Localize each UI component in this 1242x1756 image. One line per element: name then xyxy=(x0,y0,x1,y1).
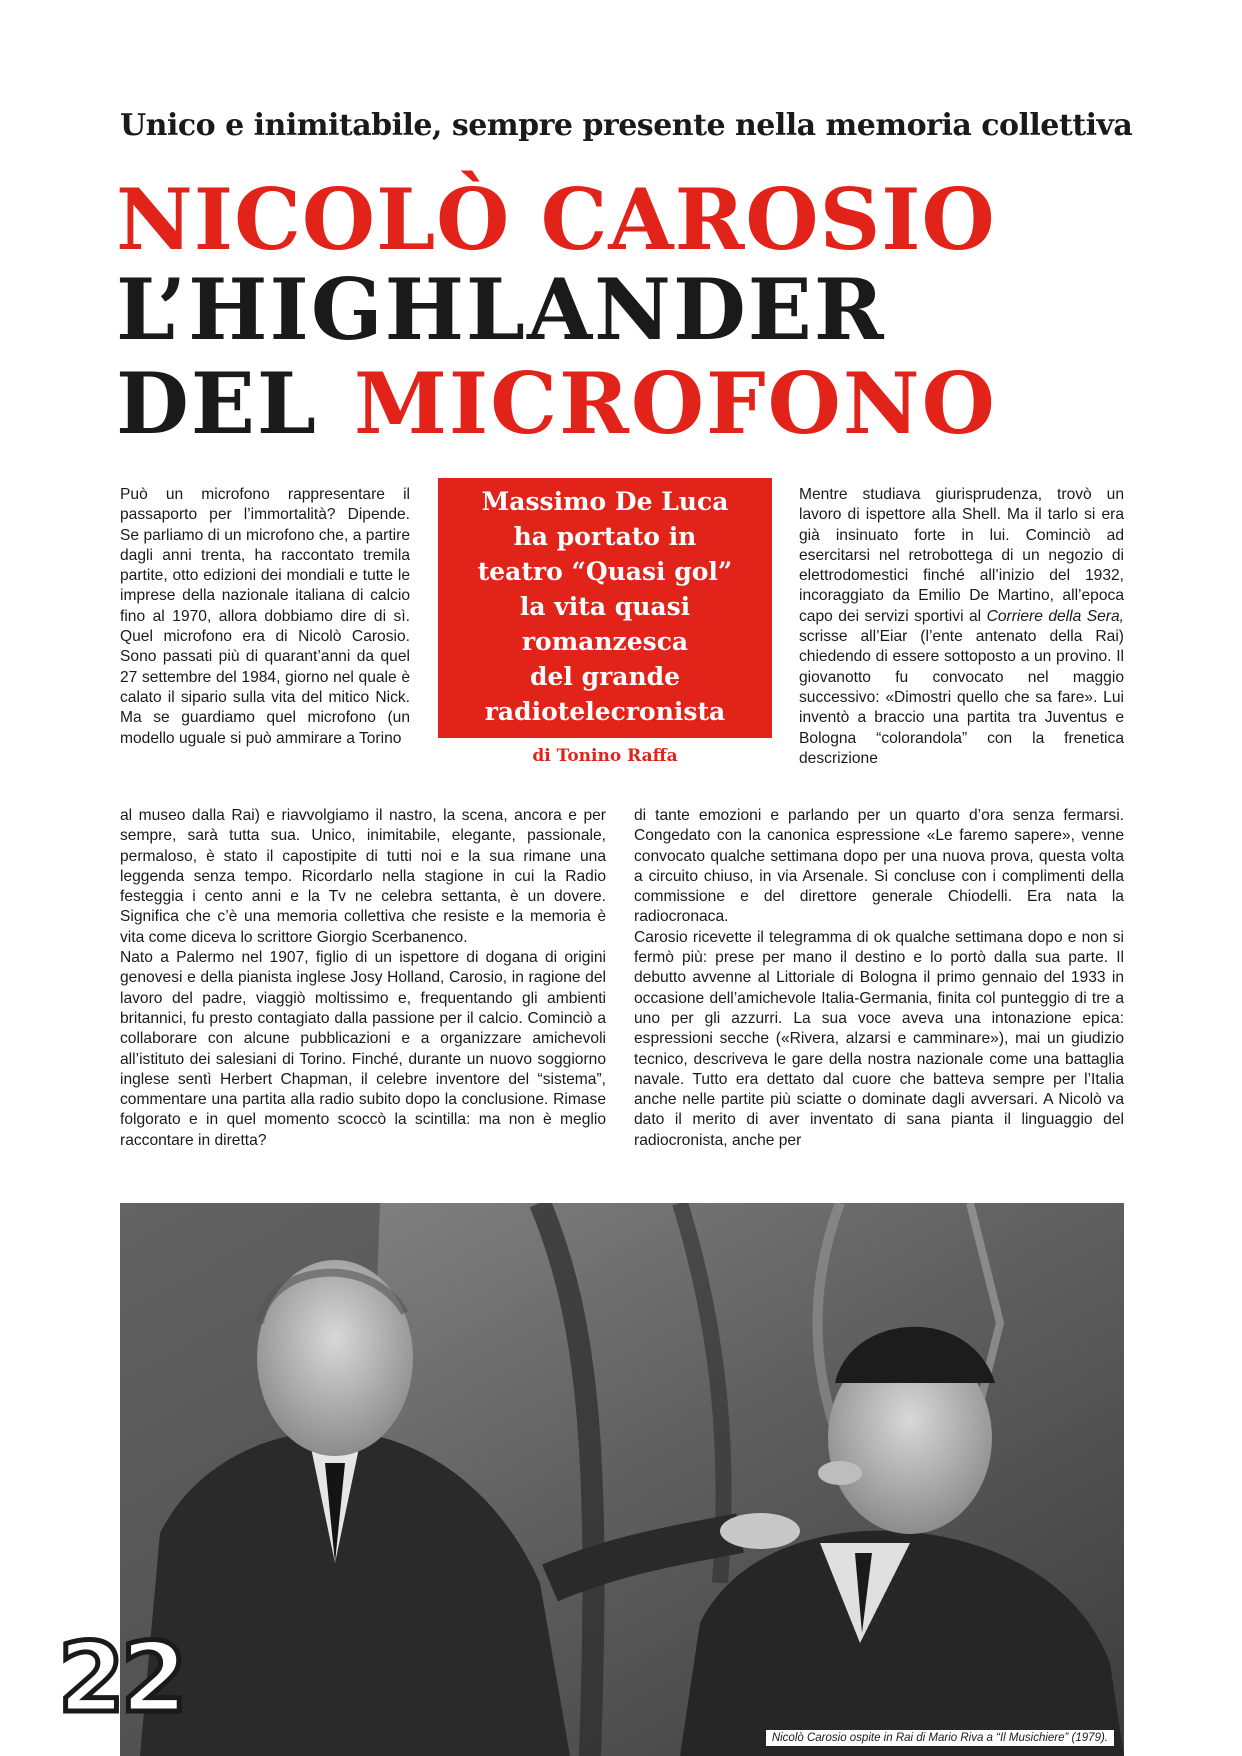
headline-word-del: DEL xyxy=(116,354,318,453)
article-paragraph: Carosio ricevette il telegramma di ok qualche settimana dopo e non si fermò più: prese per mano il destino e lo portò dalla sua parte. Il debutto avvenne al Littoriale di Bologna il primo gennaio del 1933 in occasione dell’amichevole Italia-Germania, finita col punteggio di tre a uno per gli azzurri. La sua voce aveva una intonazione epica: espressioni secche («Rivera, alzarsi e camminare»), mai un giudizio tecnico, descriveva le gare della nostra nazionale come una battaglia navale. Tutto era dettato dal cuore che batteva sempre per l’Italia anche nelle partite più sciatte o dominate dagli avversari. A Nicolò va dato il merito di aver inventato di sana pianta il linguaggio del radiocronista, anche per xyxy=(634,928,1124,1149)
article-paragraph: Può un microfono rappresentare il passaporto per l’immortalità? Dipende. Se parliamo di un microfono che, a partire dagli anni trenta, ha raccontato tremila partite, otto edizioni dei mondiali e tutte le imprese della nazionale italiana di calcio fino al 1970, allora dobbiamo dire di sì. Quel microfono era di Nicolò Carosio. Sono passati più di quarant’anni da quel 27 settembre del 1984, giorno nel quale è calato il sipario sulla vita del mitico Nick. Ma se guardiamo quel microfono (un modello uguale si può ammirare a Torino xyxy=(120,486,410,747)
article-paragraph: Nato a Palermo nel 1907, figlio di un ispettore di dogana di origini genovesi e della pianista inglese Josy Holland, Carosio, in ragione del lavoro del padre, viaggiò moltissimo e, frequentando gli ambienti britannici, fu presto contagiato dalla passione per il calcio. Cominciò a collaborare con alcune pubblicazioni e a organizzare amichevoli all’istituto dei salesiani di Torino. Finché, durante un nuovo soggiorno inglese sentì Herbert Chapman, il celebre inventore del “sistema”, commentare una partita alla radio subito dopo la conclusione. Rimase folgorato e in quel momento scoccò la scintilla: ma non è meglio raccontare in diretta? xyxy=(120,949,606,1149)
pull-quote-line: romanzesca xyxy=(521,627,689,656)
pull-quote-line: ha portato in xyxy=(513,522,697,551)
article-text: Mentre studiava giurisprudenza, trovò un lavoro di ispettore alla Shell. Ma il tarlo si era già insinuato forte in lui. Cominciò ad esercitarsi nel retrobottega di un negozio di elettrodomestici finché all’inizio del 1932, incoraggiato da Emilio De Martino, all’epoca capo dei servizi sportivi al xyxy=(799,486,1124,625)
article-column-left-top xyxy=(120,485,410,749)
pull-quote-box xyxy=(438,478,772,738)
page-number: 22 xyxy=(58,1622,184,1734)
pull-quote-line: la vita quasi xyxy=(519,592,691,621)
article-column-left-bottom xyxy=(120,806,606,1151)
pull-quote-line: del grande xyxy=(530,662,680,691)
article-column-right-bottom xyxy=(634,806,1124,1151)
pull-quote-line: teatro “Quasi gol” xyxy=(477,557,733,586)
headline-word-microfono: MICROFONO xyxy=(353,354,997,453)
article-paragraph xyxy=(799,485,1124,769)
headline-line-3 xyxy=(116,354,1136,453)
photo-illustration xyxy=(120,1203,1124,1756)
article-text: scrisse all’Eiar (l’ente antenato della Rai) chiedendo di essere sottoposto a un provino. Il giovanotto fu convocato nel maggio successivo: «Dimostri quello che sa fare». Lui inventò a braccio una partita tra Juventus e Bologna “colorandola” con la frenetica descrizione xyxy=(799,628,1124,767)
article-photo xyxy=(120,1203,1124,1756)
article-paragraph: al museo dalla Rai) e riavvolgiamo il nastro, la scena, ancora e per sempre, sarà tutta sua. Unico, inimitabile, elegante, passionale, permaloso, è stato il capostipite di tutti noi e la sua rimane una leggenda senza tempo. Ricordarlo nella stagione in cui la Radio festeggia i cento anni e la Tv ne celebra settanta, è un dovere. Significa che c’è una memoria collettiva che resiste e la memoria è vita come diceva lo scrittore Giorgio Scerbanenco. xyxy=(120,807,606,946)
headline-line-1: NICOLÒ CAROSIO xyxy=(116,170,996,269)
kicker: Unico e inimitabile, sempre presente nella memoria collettiva xyxy=(120,108,1133,143)
article-paragraph: di tante emozioni e parlando per un quarto d’ora senza fermarsi. Congedato con la canonica espressione «Le faremo sapere», venne convocato qualche settimana dopo per una nuova prova, questa volta a circuito chiuso, in via Arsenale. Si concluse con i complimenti della commissione e del direttore generale Chiodelli. Era nata la radiocronaca. xyxy=(634,807,1124,926)
article-column-right-top xyxy=(799,485,1124,769)
photo-caption: Nicolò Carosio ospite in Rai di Mario Riva a “Il Musichiere” (1979). xyxy=(766,1730,1114,1746)
newspaper-name: Corriere della Sera, xyxy=(986,607,1124,625)
pull-quote-line: radiotelecronista xyxy=(484,697,726,726)
byline: di Tonino Raffa xyxy=(532,746,678,766)
headline-line-2: L’HIGHLANDER xyxy=(116,260,886,359)
pull-quote-line: Massimo De Luca xyxy=(481,487,729,516)
